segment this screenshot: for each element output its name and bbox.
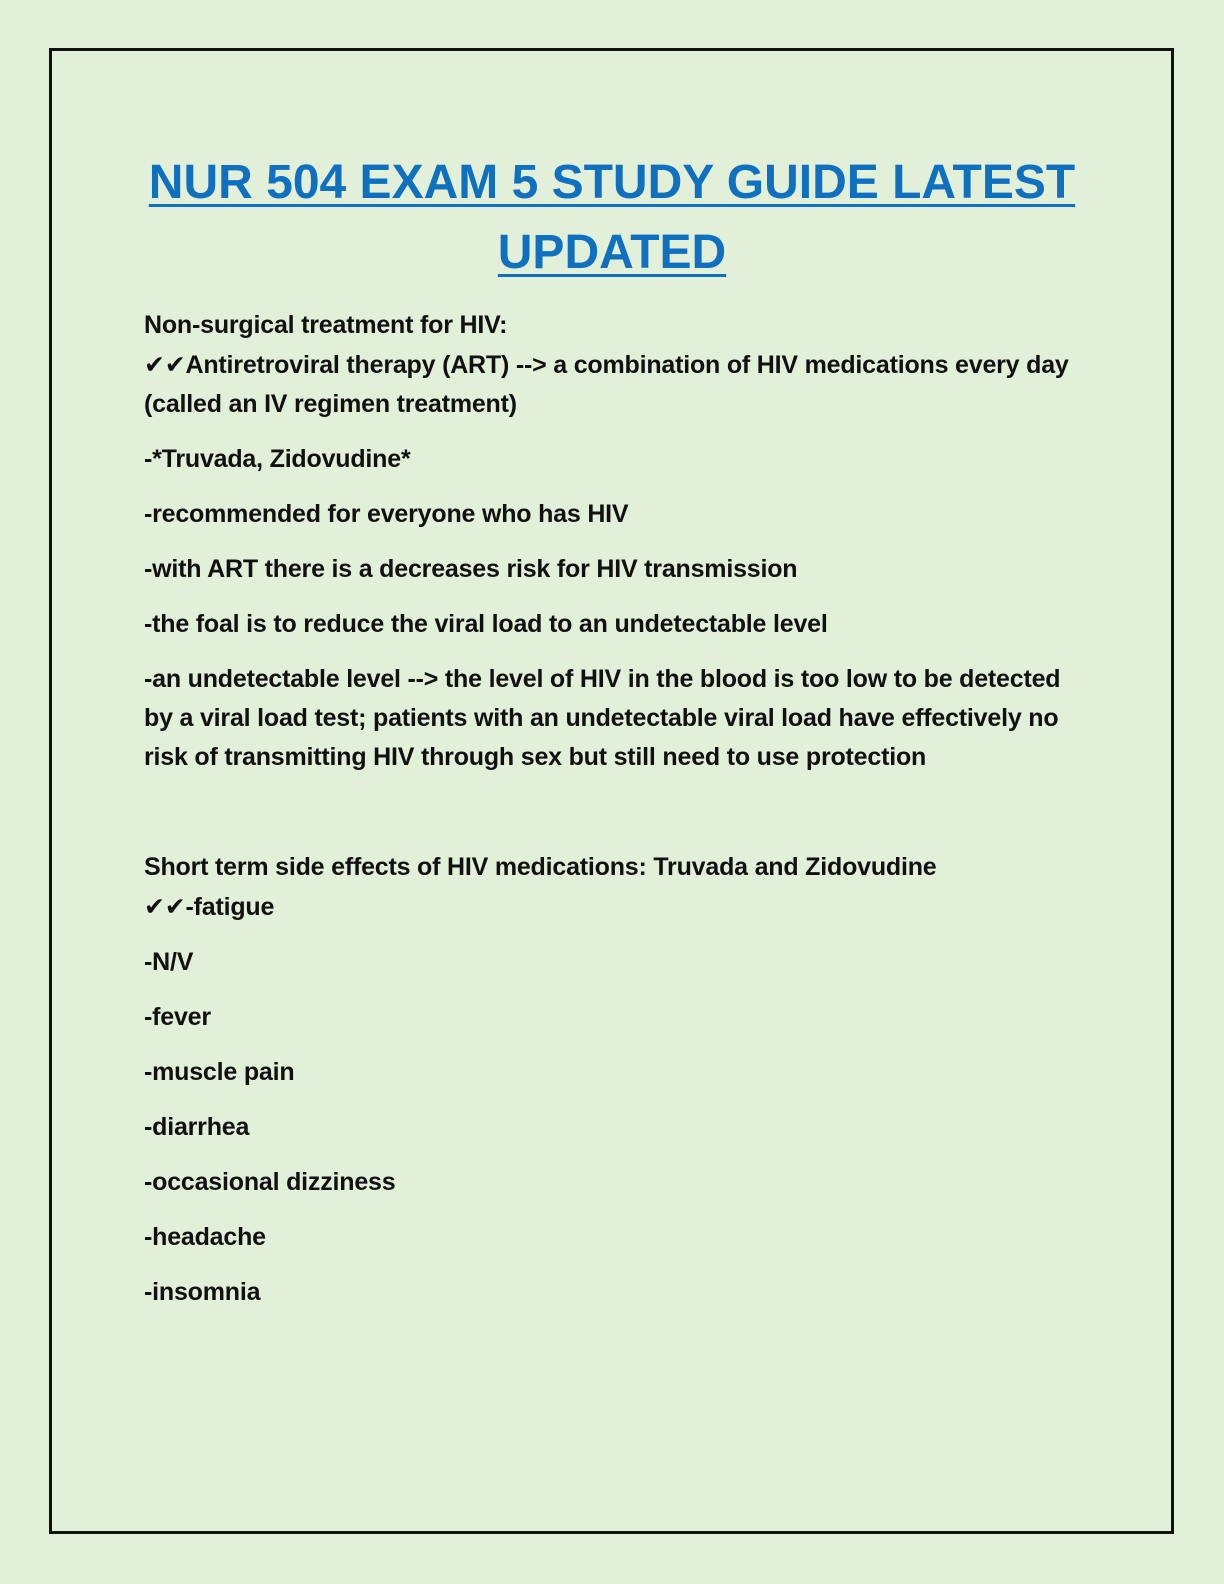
section-heading: Short term side effects of HIV medications: Truvada and Zidovudine — [144, 853, 937, 881]
double-check-icon: ✔✔ — [144, 892, 186, 921]
list-item: -recommended for everyone who has HIV — [144, 500, 629, 528]
double-check-icon: ✔✔ — [144, 350, 186, 379]
list-item: -diarrhea — [144, 1113, 250, 1141]
list-item: -headache — [144, 1223, 266, 1251]
answer-line — [144, 887, 1084, 927]
list-item: -with ART there is a decreases risk for HIV transmission — [144, 555, 798, 583]
list-item: -an undetectable level --> the level of HIV in the blood is too low to be detected by a viral load test; patients with an undetectable viral load have effectively no risk of transmitting HIV through sex but still need to use protection — [144, 665, 1061, 771]
document-title: NUR 504 EXAM 5 STUDY GUIDE LATEST UPDATED — [148, 156, 1076, 279]
answer-text: -fatigue — [185, 893, 275, 921]
answer-line — [144, 345, 1084, 424]
section-heading: Non-surgical treatment for HIV: — [144, 311, 508, 339]
list-item: -fever — [144, 1003, 211, 1031]
list-item: -occasional dizziness — [144, 1168, 396, 1196]
list-item: -*Truvada, Zidovudine* — [144, 445, 411, 473]
answer-text: Antiretroviral therapy (ART) --> a combination of HIV medications every day (called an IV regimen treatment) — [144, 351, 1069, 418]
list-item: -insomnia — [144, 1278, 261, 1306]
list-item: -N/V — [144, 948, 194, 976]
list-item: -the foal is to reduce the viral load to an undetectable level — [144, 610, 828, 638]
document-body — [144, 306, 1084, 1312]
list-item: -muscle pain — [144, 1058, 295, 1086]
